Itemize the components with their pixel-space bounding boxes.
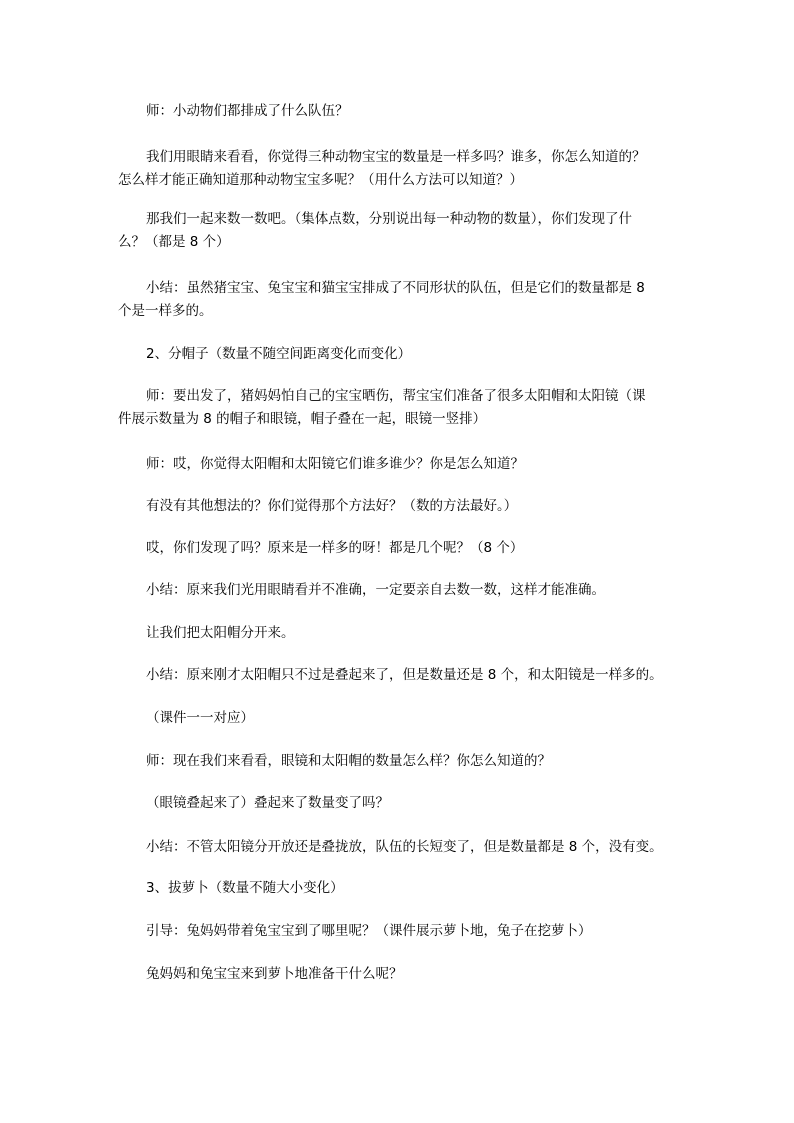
paragraph-line: 师：现在我们来看看，眼镜和太阳帽的数量怎么样？你怎么知道的？ <box>146 753 551 769</box>
paragraph-line: 师：要出发了，猪妈妈怕自己的宝宝晒伤，帮宝宝们准备了很多太阳帽和太阳镜（课 <box>146 388 646 404</box>
paragraph-6 <box>118 385 678 431</box>
paragraph-line: 小结：不管太阳镜分开放还是叠拢放，队伍的长短变了，但是数量都是 8 个，没有变。 <box>146 839 663 855</box>
paragraph-line: 个是一样多的。 <box>118 303 213 319</box>
paragraph-line: 师：哎，你觉得太阳帽和太阳镜它们谁多谁少？你是怎么知道？ <box>146 456 524 472</box>
paragraph-line: 让我们把太阳帽分开来。 <box>146 625 295 641</box>
section-heading: 3、拔萝卜（数量不随大小变化） <box>146 880 344 896</box>
paragraph-8 <box>118 495 678 518</box>
paragraph-line: 有没有其他想法的？你们觉得那个方法好？（数的方法最好。） <box>146 498 518 514</box>
paragraph-16 <box>118 836 678 859</box>
paragraph-line: 我们用眼睛来看看，你觉得三种动物宝宝的数量是一样多吗？谁多，你怎么知道的？ <box>146 149 646 165</box>
paragraph-19 <box>118 963 678 986</box>
paragraph-3 <box>118 208 678 254</box>
paragraph-7 <box>118 453 678 476</box>
paragraph-line: 兔妈妈和兔宝宝来到萝卜地准备干什么呢？ <box>146 966 403 982</box>
paragraph-9 <box>118 537 678 560</box>
paragraph-5 <box>118 343 678 366</box>
paragraph-1 <box>118 100 678 123</box>
paragraph-line: （眼镜叠起来了）叠起来了数量变了吗？ <box>146 795 389 811</box>
paragraph-line: （课件一一对应） <box>146 710 254 726</box>
paragraph-line: 小结：原来刚才太阳帽只不过是叠起来了，但是数量还是 8 个，和太阳镜是一样多的。 <box>146 667 663 683</box>
paragraph-17 <box>118 877 678 900</box>
section-heading: 2、分帽子（数量不随空间距离变化而变化） <box>146 346 412 362</box>
paragraph-11 <box>118 622 678 645</box>
paragraph-4 <box>118 277 678 323</box>
paragraph-line: 哎，你们发现了吗？原来是一样多的呀！都是几个呢？（8 个） <box>146 540 524 556</box>
paragraph-line: 么？（都是 8 个） <box>118 234 230 250</box>
paragraph-line: 小结：原来我们光用眼睛看并不准确，一定要亲自去数一数，这样才能准确。 <box>146 582 605 598</box>
paragraph-15 <box>118 792 678 815</box>
paragraph-10 <box>118 579 678 602</box>
paragraph-18 <box>118 920 678 943</box>
paragraph-line: 件展示数量为 8 的帽子和眼镜，帽子叠在一起，眼镜一竖排） <box>118 411 487 427</box>
paragraph-line: 师：小动物们都排成了什么队伍？ <box>146 103 349 119</box>
paragraph-line: 引导：兔妈妈带着兔宝宝到了哪里呢？（课件展示萝卜地，兔子在挖萝卜） <box>146 923 592 939</box>
paragraph-line: 怎么样才能正确知道那种动物宝宝多呢？（用什么方法可以知道？） <box>118 172 523 188</box>
paragraph-line: 那我们一起来数一数吧。（集体点数，分别说出每一种动物的数量），你们发现了什 <box>146 211 632 227</box>
paragraph-13 <box>118 707 678 730</box>
paragraph-line: 小结：虽然猪宝宝、兔宝宝和猫宝宝排成了不同形状的队伍，但是它们的数量都是 8 <box>146 280 645 296</box>
paragraph-14 <box>118 750 678 773</box>
paragraph-12 <box>118 664 678 687</box>
paragraph-2 <box>118 146 678 192</box>
